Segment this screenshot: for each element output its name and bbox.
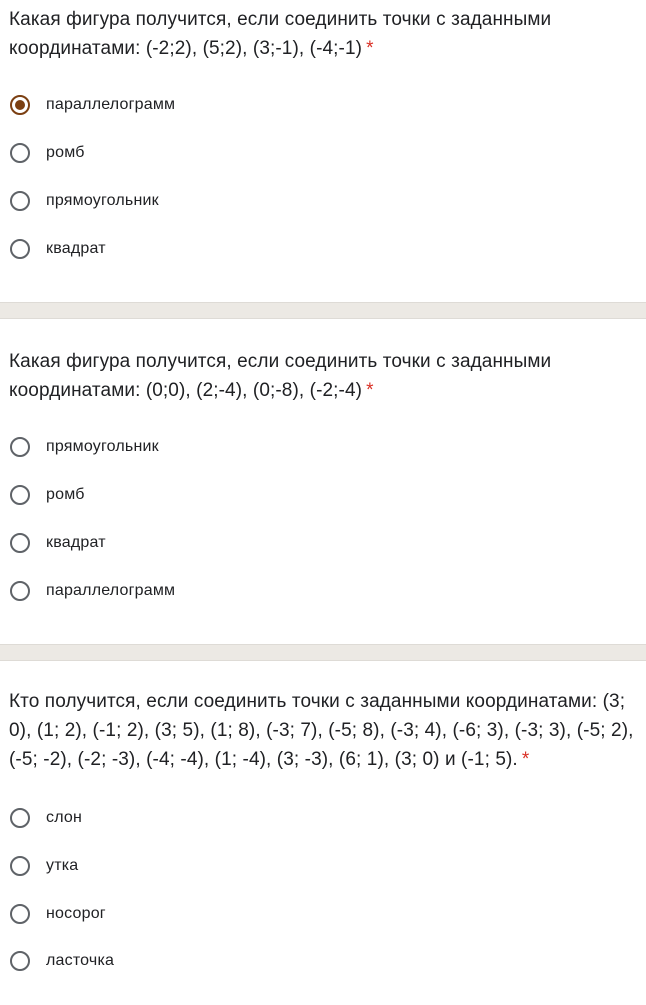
option-label: квадрат — [46, 534, 106, 551]
option-rhombus[interactable] — [9, 139, 85, 167]
option-duck[interactable] — [9, 852, 78, 880]
radio-button[interactable] — [10, 808, 30, 828]
card-separator — [0, 644, 646, 661]
required-mark: * — [366, 380, 374, 401]
radio-button[interactable] — [10, 904, 30, 924]
radio-button[interactable] — [10, 485, 30, 505]
option-parallelogram[interactable] — [9, 91, 175, 119]
option-label: носорог — [46, 905, 106, 922]
radio-button[interactable] — [10, 856, 30, 876]
question-text: Какая фигура получится, если соединить точки с заданными координатами: (-2;2), (5;2), (3;-1), (-4;-1) — [9, 9, 552, 59]
option-label: ласточка — [46, 952, 115, 969]
option-rectangle[interactable] — [9, 433, 159, 461]
question-title-1 — [9, 5, 642, 63]
option-label: утка — [46, 857, 79, 874]
question-card-3 — [0, 661, 646, 1005]
option-label: квадрат — [46, 240, 106, 257]
option-label: прямоугольник — [46, 438, 159, 455]
radio-button-selected[interactable] — [10, 95, 30, 115]
radio-button[interactable] — [10, 951, 30, 971]
question-title-3 — [9, 687, 642, 774]
option-label: прямоугольник — [46, 192, 159, 209]
required-mark: * — [521, 749, 530, 770]
question-text: Кто получится, если соединить точки с заданными координатами: (3; 0), (1; 2), (-1; 2), (3; 5), (1; 8), (-3; 7), (-5; 8), (-3; 4), (-6; 3), (-3; 3), (-5; 2),(-5; -2), (-2; -3), (-4; -4), (1; -4), (3; -3), (6; 1), (3; 0) и (-1; 5). — [9, 691, 634, 770]
radio-button[interactable] — [10, 239, 30, 259]
question-card-1 — [0, 0, 646, 302]
option-elephant[interactable] — [9, 804, 82, 832]
option-label: параллелограмм — [46, 96, 176, 113]
option-label: ромб — [46, 486, 85, 503]
radio-button[interactable] — [10, 191, 30, 211]
radio-button[interactable] — [10, 143, 30, 163]
option-parallelogram[interactable] — [9, 577, 175, 605]
required-mark: * — [366, 38, 374, 59]
card-separator — [0, 302, 646, 319]
radio-button[interactable] — [10, 437, 30, 457]
option-label: слон — [46, 809, 83, 826]
option-swallow[interactable] — [9, 947, 114, 975]
option-label: ромб — [46, 144, 85, 161]
option-rectangle[interactable] — [9, 187, 159, 215]
option-label: параллелограмм — [46, 582, 176, 599]
radio-button[interactable] — [10, 581, 30, 601]
option-square[interactable] — [9, 529, 106, 557]
option-square[interactable] — [9, 235, 106, 263]
option-rhombus[interactable] — [9, 481, 85, 509]
question-card-2 — [0, 319, 646, 644]
question-text: Какая фигура получится, если соединить точки с заданными координатами: (0;0), (2;-4), (0;-8), (-2;-4) — [9, 351, 552, 401]
question-title-2 — [9, 347, 642, 405]
radio-button[interactable] — [10, 533, 30, 553]
option-rhino[interactable] — [9, 900, 106, 928]
